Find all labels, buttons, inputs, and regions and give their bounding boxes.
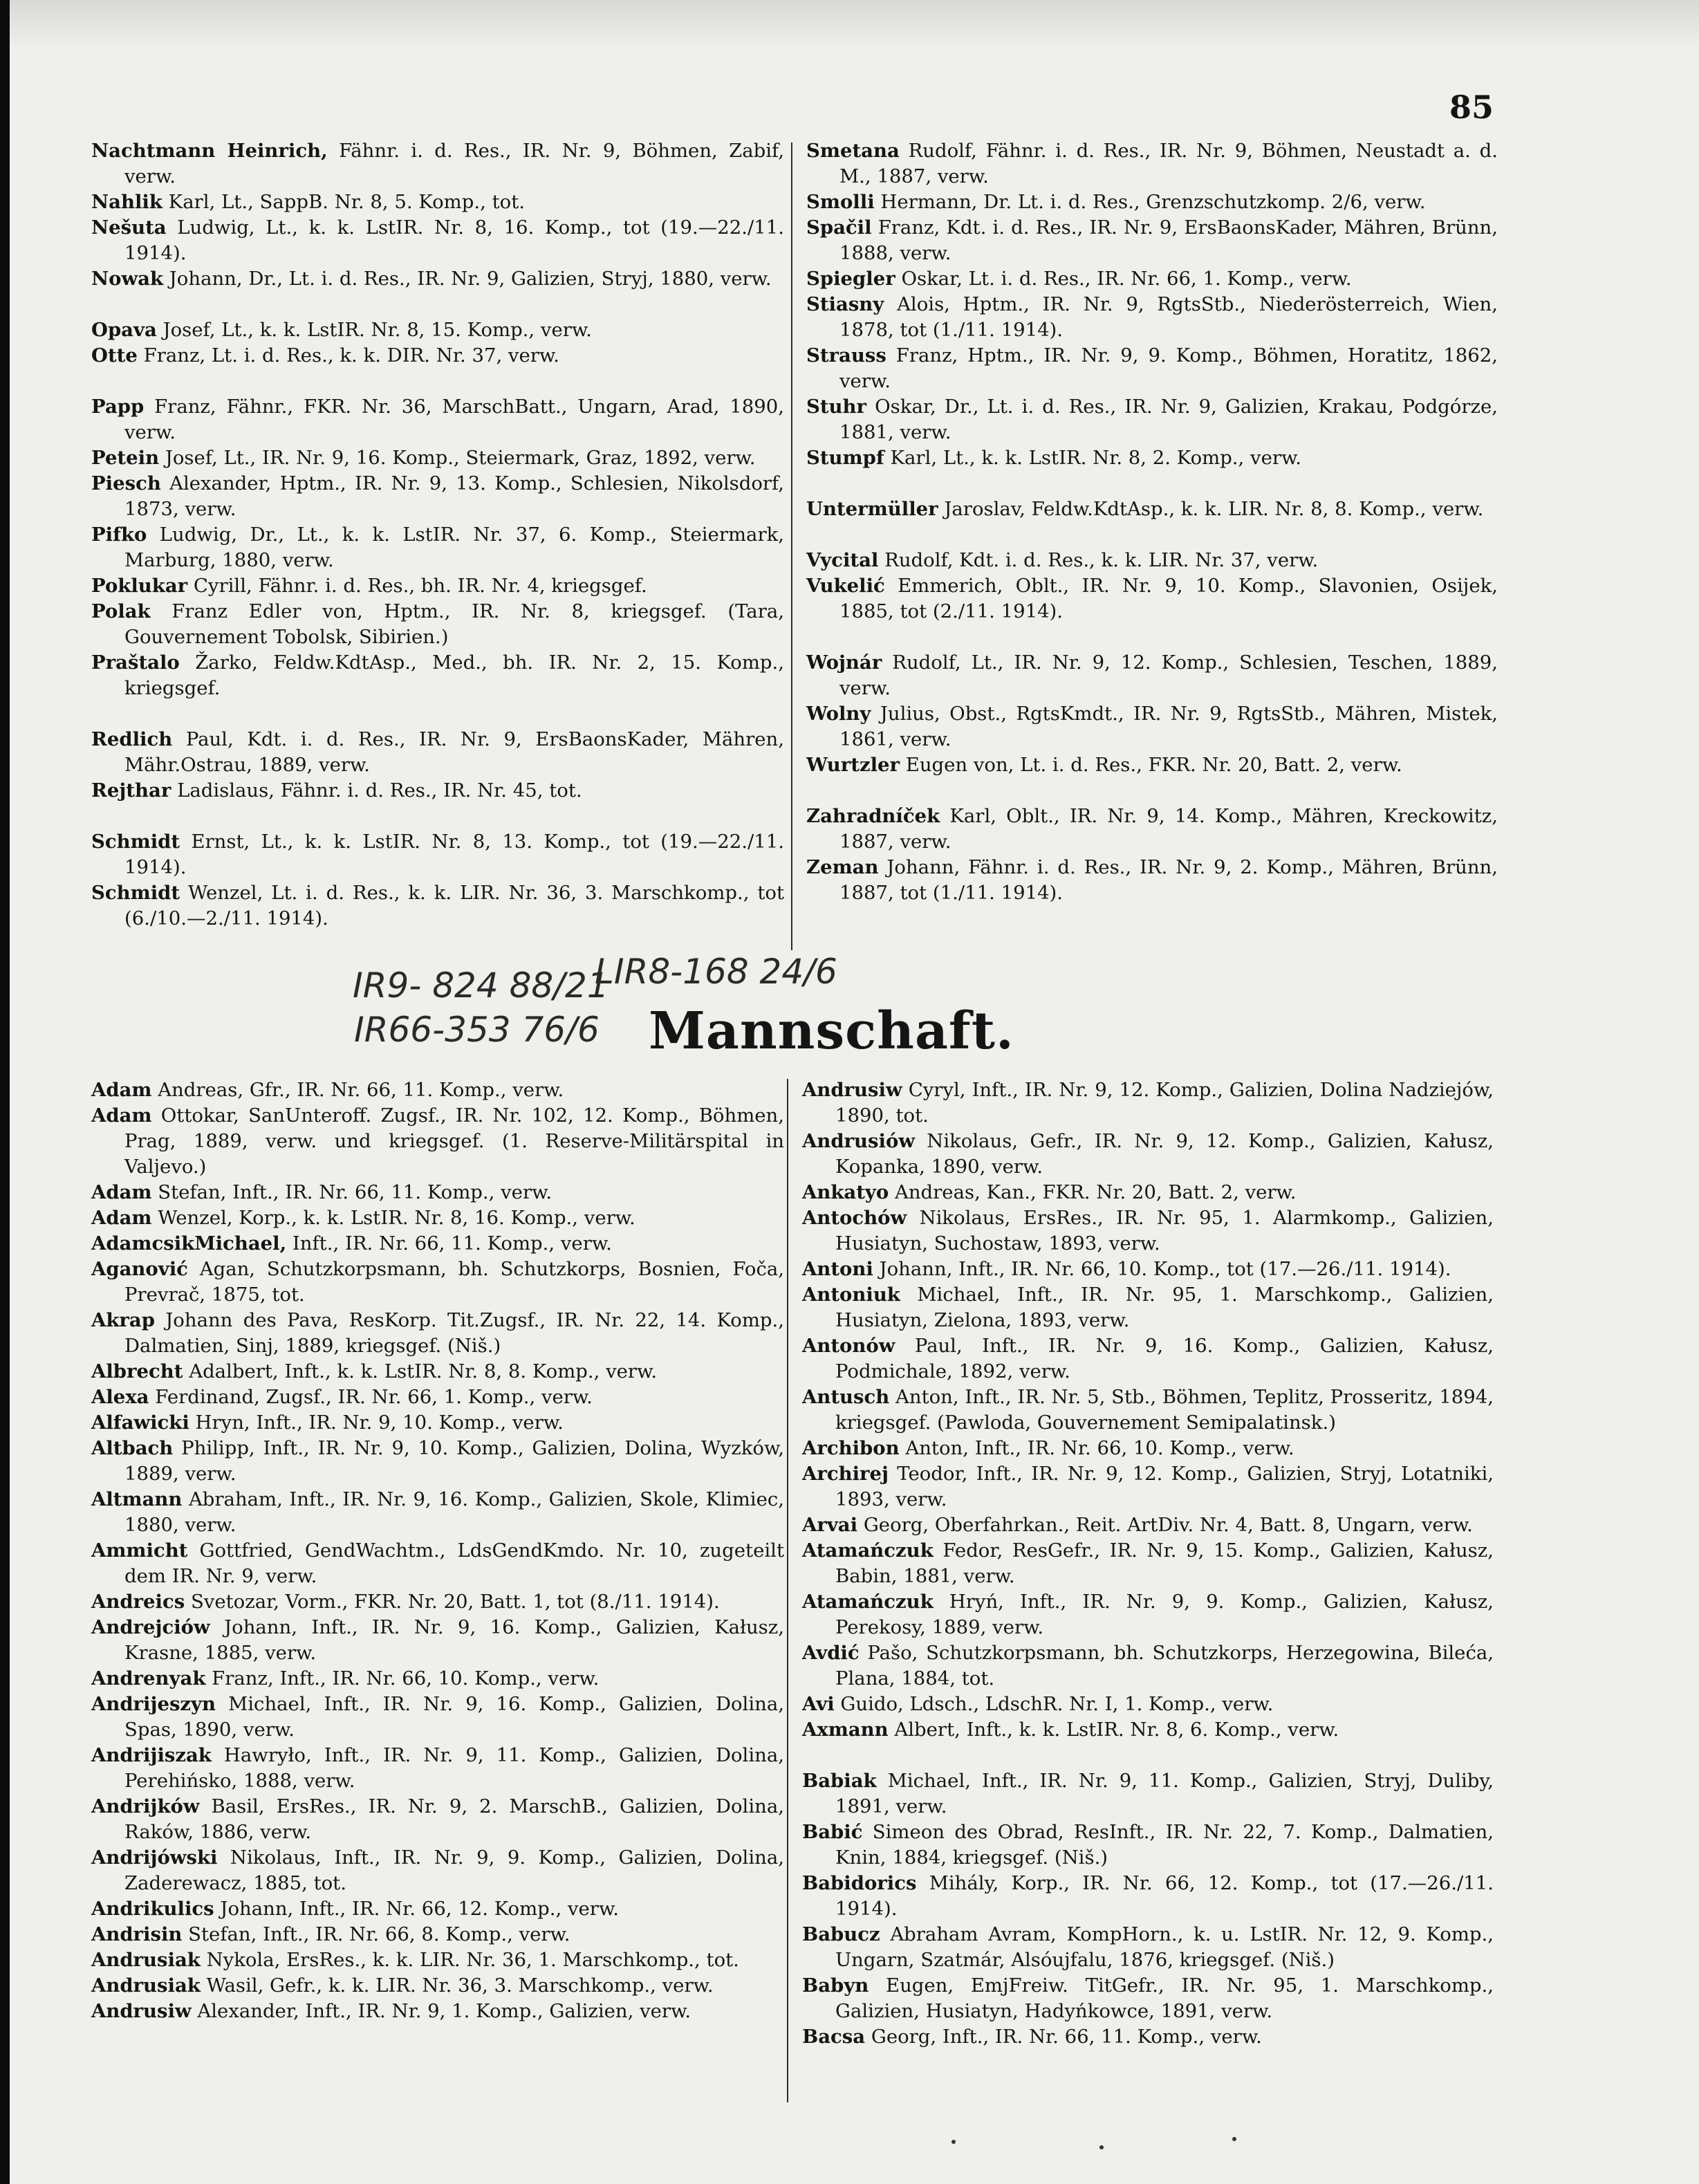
entry-details: Franz, Lt. i. d. Res., k. k. DIR. Nr. 37, verw. bbox=[143, 344, 559, 367]
list-entry bbox=[806, 497, 1498, 522]
list-entry bbox=[91, 266, 784, 292]
list-entry bbox=[802, 1768, 1494, 1820]
entry-surname: Babiak bbox=[802, 1770, 877, 1792]
list-entry bbox=[806, 266, 1498, 292]
list-entry bbox=[802, 1436, 1494, 1461]
entry-surname: Spiegler bbox=[806, 268, 895, 290]
list-entry bbox=[806, 855, 1498, 906]
entry-details: Johann des Pava, ResKorp. Tit.Zugsf., IR. Nr. 22, 14. Komp., Dalmatien, Sinj, 1889, kriegsgef. (Niš.) bbox=[124, 1309, 785, 1357]
entry-details: Alois, Hptm., IR. Nr. 9, RgtsStb., Niederösterreich, Wien, 1878, tot (1./11. 1914). bbox=[839, 293, 1498, 341]
entry-details: Andreas, Kan., FKR. Nr. 20, Batt. 2, verw. bbox=[894, 1181, 1297, 1203]
entry-details: Wenzel, Lt. i. d. Res., k. k. LIR. Nr. 36, 3. Marschkomp., tot (6./10.—2./11. 1914). bbox=[124, 882, 784, 929]
list-entry bbox=[91, 1845, 784, 1896]
entry-surname: Atamańczuk bbox=[802, 1539, 934, 1562]
entry-details: Gottfried, GendWachtm., LdsGendKmdo. Nr. 10, zugeteilt dem IR. Nr. 9, verw. bbox=[124, 1539, 784, 1587]
entry-surname: Opava bbox=[91, 319, 157, 341]
entry-surname: Altbach bbox=[91, 1437, 174, 1459]
entry-details: Oskar, Dr., Lt. i. d. Res., IR. Nr. 9, Galizien, Krakau, Podgórze, 1881, verw. bbox=[839, 396, 1498, 443]
entry-details: Karl, Oblt., IR. Nr. 9, 14. Komp., Mähren, Kreckowitz, 1887, verw. bbox=[839, 805, 1498, 853]
list-entry bbox=[91, 1487, 784, 1538]
entry-details: Basil, ErsRes., IR. Nr. 9, 2. MarschB., Galizien, Dolina, Raków, 1886, verw. bbox=[124, 1795, 784, 1843]
list-entry bbox=[802, 1282, 1494, 1333]
entry-surname: Andrusiak bbox=[91, 1949, 201, 1971]
entry-details: Žarko, Feldw.KdtAsp., Med., bh. IR. Nr. 2, 15. Komp., kriegsgef. bbox=[124, 651, 784, 699]
entry-details: Karl, Lt., k. k. LstIR. Nr. 8, 2. Komp., verw. bbox=[890, 447, 1302, 469]
entry-details: Franz, Fähnr., FKR. Nr. 36, MarschBatt., Ungarn, Arad, 1890, verw. bbox=[124, 396, 784, 443]
entry-details: Karl, Lt., SappB. Nr. 8, 5. Komp., tot. bbox=[168, 191, 525, 213]
list-entry bbox=[91, 880, 784, 932]
list-entry bbox=[802, 1589, 1494, 1640]
entry-surname: Atamańczuk bbox=[802, 1591, 934, 1613]
entry-surname: Stiasny bbox=[806, 293, 884, 315]
entry-surname: Otte bbox=[91, 344, 138, 367]
list-entry bbox=[91, 138, 784, 189]
list-entry bbox=[806, 548, 1498, 573]
scan-speck bbox=[1099, 2145, 1104, 2149]
entry-details: Eugen von, Lt. i. d. Res., FKR. Nr. 20, Batt. 2, verw. bbox=[905, 754, 1402, 776]
list-entry bbox=[806, 292, 1498, 343]
entry-details: Nykola, ErsRes., k. k. LIR. Nr. 36, 1. Marschkomp., tot. bbox=[206, 1949, 739, 1971]
column-divider-top bbox=[791, 142, 792, 950]
entry-surname: Antusch bbox=[802, 1386, 890, 1408]
list-entry bbox=[91, 573, 784, 599]
entry-surname: Bacsa bbox=[802, 2026, 866, 2048]
entry-details: Hryń, Inft., IR. Nr. 9, 9. Komp., Galizien, Kałusz, Perekosy, 1889, verw. bbox=[835, 1591, 1494, 1638]
list-entry bbox=[91, 394, 784, 445]
list-entry bbox=[91, 1308, 784, 1359]
list-entry bbox=[802, 1180, 1494, 1205]
entry-details: Ladislaus, Fähnr. i. d. Res., IR. Nr. 45, tot. bbox=[177, 779, 582, 802]
list-entry bbox=[802, 1385, 1494, 1436]
list-entry bbox=[806, 189, 1498, 215]
entry-surname: Alfawicki bbox=[91, 1412, 189, 1434]
entry-details: Jaroslav, Feldw.KdtAsp., k. k. LIR. Nr. 8, 8. Komp., verw. bbox=[944, 498, 1484, 520]
entry-details: Michael, Inft., IR. Nr. 9, 16. Komp., Galizien, Dolina, Spas, 1890, verw. bbox=[124, 1693, 784, 1741]
list-entry bbox=[91, 1231, 784, 1257]
scan-edge bbox=[0, 0, 10, 2184]
entry-details: Agan, Schutzkorpsmann, bh. Schutzkorps, Bosnien, Foča, Prevrač, 1875, tot. bbox=[124, 1258, 784, 1306]
entry-details: Andreas, Gfr., IR. Nr. 66, 11. Komp., verw. bbox=[158, 1079, 564, 1101]
list-entry bbox=[91, 1922, 784, 1947]
list-entry bbox=[806, 573, 1498, 624]
list-entry bbox=[806, 650, 1498, 701]
list-entry bbox=[91, 215, 784, 266]
entry-surname: Babidorics bbox=[802, 1872, 917, 1894]
entry-details: Johann, Inft., IR. Nr. 9, 16. Komp., Galizien, Kałusz, Krasne, 1885, verw. bbox=[124, 1616, 784, 1664]
entry-details: Emmerich, Oblt., IR. Nr. 9, 10. Komp., Slavonien, Osijek, 1885, tot (2./11. 1914). bbox=[839, 575, 1498, 622]
scan-speck bbox=[951, 2140, 956, 2144]
entry-details: Abraham, Inft., IR. Nr. 9, 16. Komp., Galizien, Skole, Klimiec, 1880, verw. bbox=[124, 1488, 784, 1536]
entry-details: Ludwig, Dr., Lt., k. k. LstIR. Nr. 37, 6. Komp., Steiermark, Marburg, 1880, verw. bbox=[124, 524, 784, 571]
entry-surname: Pifko bbox=[91, 524, 147, 546]
entry-details: Anton, Inft., IR. Nr. 66, 10. Komp., verw. bbox=[905, 1437, 1294, 1459]
entry-details: Johann, Fähnr. i. d. Res., IR. Nr. 9, 2. Komp., Mähren, Brünn, 1887, tot (1./11. 1914). bbox=[839, 856, 1498, 904]
officers-right-column bbox=[806, 138, 1498, 906]
entry-details: Michael, Inft., IR. Nr. 95, 1. Marschkomp., Galizien, Husiatyn, Zielona, 1893, verw. bbox=[835, 1284, 1494, 1331]
entry-details: Nikolaus, Inft., IR. Nr. 9, 9. Komp., Galizien, Dolina, Zaderewacz, 1885, tot. bbox=[124, 1847, 784, 1894]
list-entry bbox=[806, 701, 1498, 752]
list-entry bbox=[91, 1385, 784, 1410]
entry-surname: Avdić bbox=[802, 1642, 860, 1664]
entry-details: Rudolf, Kdt. i. d. Res., k. k. LIR. Nr. 37, verw. bbox=[884, 549, 1319, 571]
entry-surname: Antonów bbox=[802, 1335, 895, 1357]
handwritten-note-3: IR66-353 76/6 bbox=[354, 1010, 600, 1050]
list-entry bbox=[91, 599, 784, 650]
entry-details: Hryn, Inft., IR. Nr. 9, 10. Komp., verw. bbox=[195, 1412, 564, 1434]
entry-details: Ottokar, SanUnteroff. Zugsf., IR. Nr. 102, 12. Komp., Böhmen, Prag, 1889, verw. und kriegsgef. (1. Reserve-Militärspital in Valjevo.) bbox=[124, 1104, 784, 1178]
list-entry bbox=[802, 1820, 1494, 1871]
entry-surname: Adam bbox=[91, 1079, 152, 1101]
list-entry bbox=[806, 445, 1498, 471]
list-entry bbox=[802, 1257, 1494, 1282]
entry-surname: Babucz bbox=[802, 1923, 880, 1945]
entry-surname: Akrap bbox=[91, 1309, 155, 1331]
entry-details: Wasil, Gefr., k. k. LIR. Nr. 36, 3. Marschkomp., verw. bbox=[206, 1974, 714, 1997]
entry-surname: Redlich bbox=[91, 728, 173, 750]
list-entry bbox=[802, 1922, 1494, 1973]
entry-details: Georg, Oberfahrkan., Reit. ArtDiv. Nr. 4, Batt. 8, Ungarn, verw. bbox=[863, 1514, 1473, 1536]
list-entry bbox=[802, 1871, 1494, 1922]
men-right-column bbox=[802, 1077, 1494, 2050]
men-left-column bbox=[91, 1077, 784, 2024]
entry-surname: Stumpf bbox=[806, 447, 884, 469]
entry-surname: Nahlik bbox=[91, 191, 163, 213]
list-entry bbox=[91, 650, 784, 701]
entry-details: Ernst, Lt., k. k. LstIR. Nr. 8, 13. Komp., tot (19.—22./11. 1914). bbox=[124, 831, 784, 878]
list-entry bbox=[91, 1257, 784, 1308]
entry-surname: Andrikulics bbox=[91, 1898, 214, 1920]
handwritten-note-2: LIR8-168 24/6 bbox=[595, 952, 837, 992]
list-entry bbox=[91, 1666, 784, 1692]
list-entry bbox=[91, 1410, 784, 1436]
list-entry bbox=[91, 1947, 784, 1973]
list-entry bbox=[91, 829, 784, 880]
entry-details: Rudolf, Lt., IR. Nr. 9, 12. Komp., Schlesien, Teschen, 1889, verw. bbox=[839, 651, 1498, 699]
entry-surname: Andrusiak bbox=[91, 1974, 201, 1997]
entry-surname: Smetana bbox=[806, 140, 900, 162]
entry-surname: Arvai bbox=[802, 1514, 858, 1536]
entry-surname: Nešuta bbox=[91, 216, 167, 239]
list-entry bbox=[802, 1717, 1494, 1743]
list-entry bbox=[91, 189, 784, 215]
entry-surname: Spačil bbox=[806, 216, 872, 239]
entry-surname: Andrijków bbox=[91, 1795, 200, 1817]
entry-surname: Nowak bbox=[91, 268, 164, 290]
list-entry bbox=[91, 445, 784, 471]
entry-details: Fedor, ResGefr., IR. Nr. 9, 15. Komp., Galizien, Kałusz, Babin, 1881, verw. bbox=[835, 1539, 1494, 1587]
list-entry bbox=[91, 1999, 784, 2024]
list-entry bbox=[802, 1077, 1494, 1129]
list-entry bbox=[91, 1205, 784, 1231]
entry-surname: Schmidt bbox=[91, 882, 180, 904]
entry-details: Alexander, Hptm., IR. Nr. 9, 13. Komp., Schlesien, Nikolsdorf, 1873, verw. bbox=[124, 472, 784, 520]
page-number: 85 bbox=[1449, 89, 1494, 126]
entry-details: Adalbert, Inft., k. k. LstIR. Nr. 8, 8. Komp., verw. bbox=[189, 1360, 658, 1382]
list-entry bbox=[802, 1538, 1494, 1589]
entry-surname: Antoni bbox=[802, 1258, 873, 1280]
list-entry bbox=[91, 1973, 784, 1999]
entry-surname: Albrecht bbox=[91, 1360, 183, 1382]
entry-details: Eugen, EmjFreiw. TitGefr., IR. Nr. 95, 1. Marschkomp., Galizien, Husiatyn, Hadyńkowce, 1891, verw. bbox=[835, 1974, 1494, 2022]
entry-surname: Andrusiw bbox=[91, 2000, 192, 2022]
list-entry bbox=[91, 1743, 784, 1794]
entry-details: Svetozar, Vorm., FKR. Nr. 20, Batt. 1, tot (8./11. 1914). bbox=[190, 1591, 720, 1613]
entry-surname: Andrijeszyn bbox=[91, 1693, 216, 1715]
column-divider-bottom bbox=[787, 1079, 788, 2102]
list-entry bbox=[91, 1436, 784, 1487]
entry-details: Franz, Hptm., IR. Nr. 9, 9. Komp., Böhmen, Horatitz, 1862, verw. bbox=[839, 344, 1498, 392]
entry-surname: AdamcsikMichael, bbox=[91, 1232, 287, 1255]
entry-surname: Archibon bbox=[802, 1437, 900, 1459]
list-entry bbox=[802, 1640, 1494, 1692]
list-entry bbox=[91, 471, 784, 522]
entry-details: Pašo, Schutzkorpsmann, bh. Schutzkorps, Herzegowina, Bileća, Plana, 1884, tot. bbox=[835, 1642, 1494, 1690]
list-entry bbox=[91, 1692, 784, 1743]
entry-details: Guido, Ldsch., LdschR. Nr. I, 1. Komp., verw. bbox=[840, 1693, 1274, 1715]
list-entry bbox=[91, 343, 784, 369]
entry-surname: Andrusiów bbox=[802, 1130, 915, 1152]
entry-details: Franz, Kdt. i. d. Res., IR. Nr. 9, ErsBaonsKader, Mähren, Brünn, 1888, verw. bbox=[839, 216, 1498, 264]
entry-surname: Adam bbox=[91, 1181, 152, 1203]
list-entry bbox=[806, 394, 1498, 445]
entry-surname: Babić bbox=[802, 1821, 863, 1843]
list-entry bbox=[91, 1103, 784, 1180]
entry-surname: Polak bbox=[91, 600, 151, 622]
list-entry bbox=[91, 317, 784, 343]
list-entry bbox=[91, 1615, 784, 1666]
scan-shadow bbox=[10, 0, 1699, 48]
entry-details: Nikolaus, ErsRes., IR. Nr. 95, 1. Alarmkomp., Galizien, Husiatyn, Suchostaw, 1893, verw. bbox=[835, 1207, 1494, 1255]
entry-surname: Andrijiszak bbox=[91, 1744, 212, 1766]
entry-surname: Adam bbox=[91, 1104, 152, 1127]
list-entry bbox=[802, 1333, 1494, 1385]
entry-surname: Alexa bbox=[91, 1386, 149, 1408]
entry-details: Inft., IR. Nr. 66, 11. Komp., verw. bbox=[292, 1232, 612, 1255]
entry-details: Simeon des Obrad, ResInft., IR. Nr. 22, 7. Komp., Dalmatien, Knin, 1884, kriegsgef. (Niš.) bbox=[835, 1821, 1494, 1869]
entry-surname: Andreics bbox=[91, 1591, 185, 1613]
entry-details: Josef, Lt., k. k. LstIR. Nr. 8, 15. Komp., verw. bbox=[163, 319, 592, 341]
list-entry bbox=[91, 778, 784, 804]
entry-surname: Antoniuk bbox=[802, 1284, 900, 1306]
list-entry bbox=[91, 522, 784, 573]
entry-details: Teodor, Inft., IR. Nr. 9, 12. Komp., Galizien, Stryj, Lotatniki, 1893, verw. bbox=[835, 1463, 1494, 1510]
list-entry bbox=[91, 1180, 784, 1205]
entry-surname: Strauss bbox=[806, 344, 886, 367]
entry-surname: Untermüller bbox=[806, 498, 938, 520]
entry-surname: Petein bbox=[91, 447, 160, 469]
entry-surname: Nachtmann Heinrich, bbox=[91, 140, 328, 162]
entry-details: Paul, Inft., IR. Nr. 9, 16. Komp., Galizien, Kałusz, Podmichale, 1892, verw. bbox=[835, 1335, 1494, 1382]
entry-surname: Adam bbox=[91, 1207, 152, 1229]
list-entry bbox=[802, 1973, 1494, 2024]
list-entry bbox=[91, 727, 784, 778]
entry-surname: Ammicht bbox=[91, 1539, 188, 1562]
entry-surname: Wurtzler bbox=[806, 754, 900, 776]
list-entry bbox=[806, 215, 1498, 266]
entry-surname: Altmann bbox=[91, 1488, 183, 1510]
entry-details: Cyrill, Fähnr. i. d. Res., bh. IR. Nr. 4, kriegsgef. bbox=[193, 575, 647, 597]
entry-details: Johann, Inft., IR. Nr. 66, 10. Komp., tot (17.—26./11. 1914). bbox=[879, 1258, 1451, 1280]
list-entry bbox=[91, 1794, 784, 1845]
entry-surname: Antochów bbox=[802, 1207, 907, 1229]
list-entry bbox=[806, 752, 1498, 778]
entry-details: Franz, Inft., IR. Nr. 66, 10. Komp., verw. bbox=[212, 1667, 600, 1690]
entry-details: Ferdinand, Zugsf., IR. Nr. 66, 1. Komp., verw. bbox=[155, 1386, 593, 1408]
entry-details: Anton, Inft., IR. Nr. 5, Stb., Böhmen, Teplitz, Prosseritz, 1894, kriegsgef. (Pawloda, Gouvernement Semipalatinsk.) bbox=[835, 1386, 1494, 1434]
entry-surname: Zeman bbox=[806, 856, 879, 878]
entry-surname: Andrenyak bbox=[91, 1667, 206, 1690]
list-entry bbox=[91, 1359, 784, 1385]
entry-details: Oskar, Lt. i. d. Res., IR. Nr. 66, 1. Komp., verw. bbox=[901, 268, 1352, 290]
entry-details: Alexander, Inft., IR. Nr. 9, 1. Komp., Galizien, verw. bbox=[197, 2000, 691, 2022]
entry-details: Albert, Inft., k. k. LstIR. Nr. 8, 6. Komp., verw. bbox=[894, 1719, 1339, 1741]
entry-surname: Archirej bbox=[802, 1463, 889, 1485]
entry-surname: Avi bbox=[802, 1693, 835, 1715]
entry-details: Johann, Dr., Lt. i. d. Res., IR. Nr. 9, Galizien, Stryj, 1880, verw. bbox=[169, 268, 772, 290]
list-entry bbox=[91, 1077, 784, 1103]
entry-details: Hawryło, Inft., IR. Nr. 9, 11. Komp., Galizien, Dolina, Perehińsko, 1888, verw. bbox=[124, 1744, 784, 1792]
entry-details: Hermann, Dr. Lt. i. d. Res., Grenzschutzkomp. 2/6, verw. bbox=[880, 191, 1426, 213]
entry-surname: Andrusiw bbox=[802, 1079, 902, 1101]
entry-surname: Praštalo bbox=[91, 651, 180, 674]
entry-surname: Rejthar bbox=[91, 779, 171, 802]
entry-surname: Andrijówski bbox=[91, 1847, 218, 1869]
entry-surname: Papp bbox=[91, 396, 145, 418]
entry-surname: Schmidt bbox=[91, 831, 180, 853]
scan-speck bbox=[1232, 2137, 1236, 2141]
entry-details: Ludwig, Lt., k. k. LstIR. Nr. 8, 16. Komp., tot (19.—22./11. 1914). bbox=[124, 216, 784, 264]
handwritten-note-1: IR9- 824 88/21 bbox=[353, 965, 609, 1006]
entry-details: Georg, Inft., IR. Nr. 66, 11. Komp., verw. bbox=[871, 2026, 1262, 2048]
entry-surname: Vukelić bbox=[806, 575, 885, 597]
entry-details: Nikolaus, Gefr., IR. Nr. 9, 12. Komp., Galizien, Kałusz, Kopanka, 1890, verw. bbox=[835, 1130, 1494, 1178]
list-entry bbox=[91, 1538, 784, 1589]
entry-surname: Stuhr bbox=[806, 396, 867, 418]
list-entry bbox=[802, 1512, 1494, 1538]
list-entry bbox=[806, 138, 1498, 189]
entry-surname: Andrejciów bbox=[91, 1616, 210, 1638]
entry-surname: Wojnár bbox=[806, 651, 882, 674]
list-entry bbox=[802, 1129, 1494, 1180]
entry-surname: Piesch bbox=[91, 472, 161, 494]
entry-details: Rudolf, Fähnr. i. d. Res., IR. Nr. 9, Böhmen, Neustadt a. d. M., 1887, verw. bbox=[839, 140, 1498, 187]
entry-surname: Zahradníček bbox=[806, 805, 940, 827]
entry-details: Philipp, Inft., IR. Nr. 9, 10. Komp., Galizien, Dolina, Wyzków, 1889, verw. bbox=[124, 1437, 784, 1485]
entry-surname: Smolli bbox=[806, 191, 875, 213]
entry-details: Abraham Avram, KompHorn., k. u. LstIR. Nr. 12, 9. Komp., Ungarn, Szatmár, Alsóujfalu, 1876, kriegsgef. (Niš.) bbox=[835, 1923, 1494, 1971]
entry-surname: Poklukar bbox=[91, 575, 188, 597]
entry-surname: Axmann bbox=[802, 1719, 889, 1741]
entry-details: Stefan, Inft., IR. Nr. 66, 11. Komp., verw. bbox=[158, 1181, 553, 1203]
entry-details: Josef, Lt., IR. Nr. 9, 16. Komp., Steiermark, Graz, 1892, verw. bbox=[165, 447, 756, 469]
entry-details: Paul, Kdt. i. d. Res., IR. Nr. 9, ErsBaonsKader, Mähren, Mähr.Ostrau, 1889, verw. bbox=[124, 728, 784, 776]
list-entry bbox=[91, 1896, 784, 1922]
entry-details: Michael, Inft., IR. Nr. 9, 11. Komp., Galizien, Stryj, Duliby, 1891, verw. bbox=[835, 1770, 1494, 1817]
entry-surname: Wolny bbox=[806, 703, 871, 725]
entry-surname: Babyn bbox=[802, 1974, 869, 1997]
entry-surname: Vycital bbox=[806, 549, 879, 571]
entry-details: Stefan, Inft., IR. Nr. 66, 8. Komp., verw. bbox=[188, 1923, 570, 1945]
entry-details: Franz Edler von, Hptm., IR. Nr. 8, kriegsgef. (Tara, Gouvernement Tobolsk, Sibirien.) bbox=[124, 600, 784, 648]
entry-details: Cyryl, Inft., IR. Nr. 9, 12. Komp., Galizien, Dolina Nadziejów, 1890, tot. bbox=[835, 1079, 1494, 1127]
entry-surname: Aganović bbox=[91, 1258, 188, 1280]
list-entry bbox=[802, 2024, 1494, 2050]
list-entry bbox=[806, 343, 1498, 394]
list-entry bbox=[802, 1461, 1494, 1512]
officers-left-column bbox=[91, 138, 784, 932]
section-title: Mannschaft. bbox=[649, 1001, 1014, 1061]
entry-surname: Andrisin bbox=[91, 1923, 183, 1945]
list-entry bbox=[802, 1205, 1494, 1257]
entry-surname: Ankatyo bbox=[802, 1181, 889, 1203]
entry-details: Mihály, Korp., IR. Nr. 66, 12. Komp., tot (17.—26./11. 1914). bbox=[835, 1872, 1494, 1920]
list-entry bbox=[806, 804, 1498, 855]
list-entry bbox=[91, 1589, 784, 1615]
entry-details: Fähnr. i. d. Res., IR. Nr. 9, Böhmen, Zabif, verw. bbox=[124, 140, 784, 187]
entry-details: Julius, Obst., RgtsKmdt., IR. Nr. 9, RgtsStb., Mähren, Mistek, 1861, verw. bbox=[839, 703, 1498, 750]
entry-details: Wenzel, Korp., k. k. LstIR. Nr. 8, 16. Komp., verw. bbox=[158, 1207, 635, 1229]
entry-details: Johann, Inft., IR. Nr. 66, 12. Komp., verw. bbox=[220, 1898, 619, 1920]
list-entry bbox=[802, 1692, 1494, 1717]
